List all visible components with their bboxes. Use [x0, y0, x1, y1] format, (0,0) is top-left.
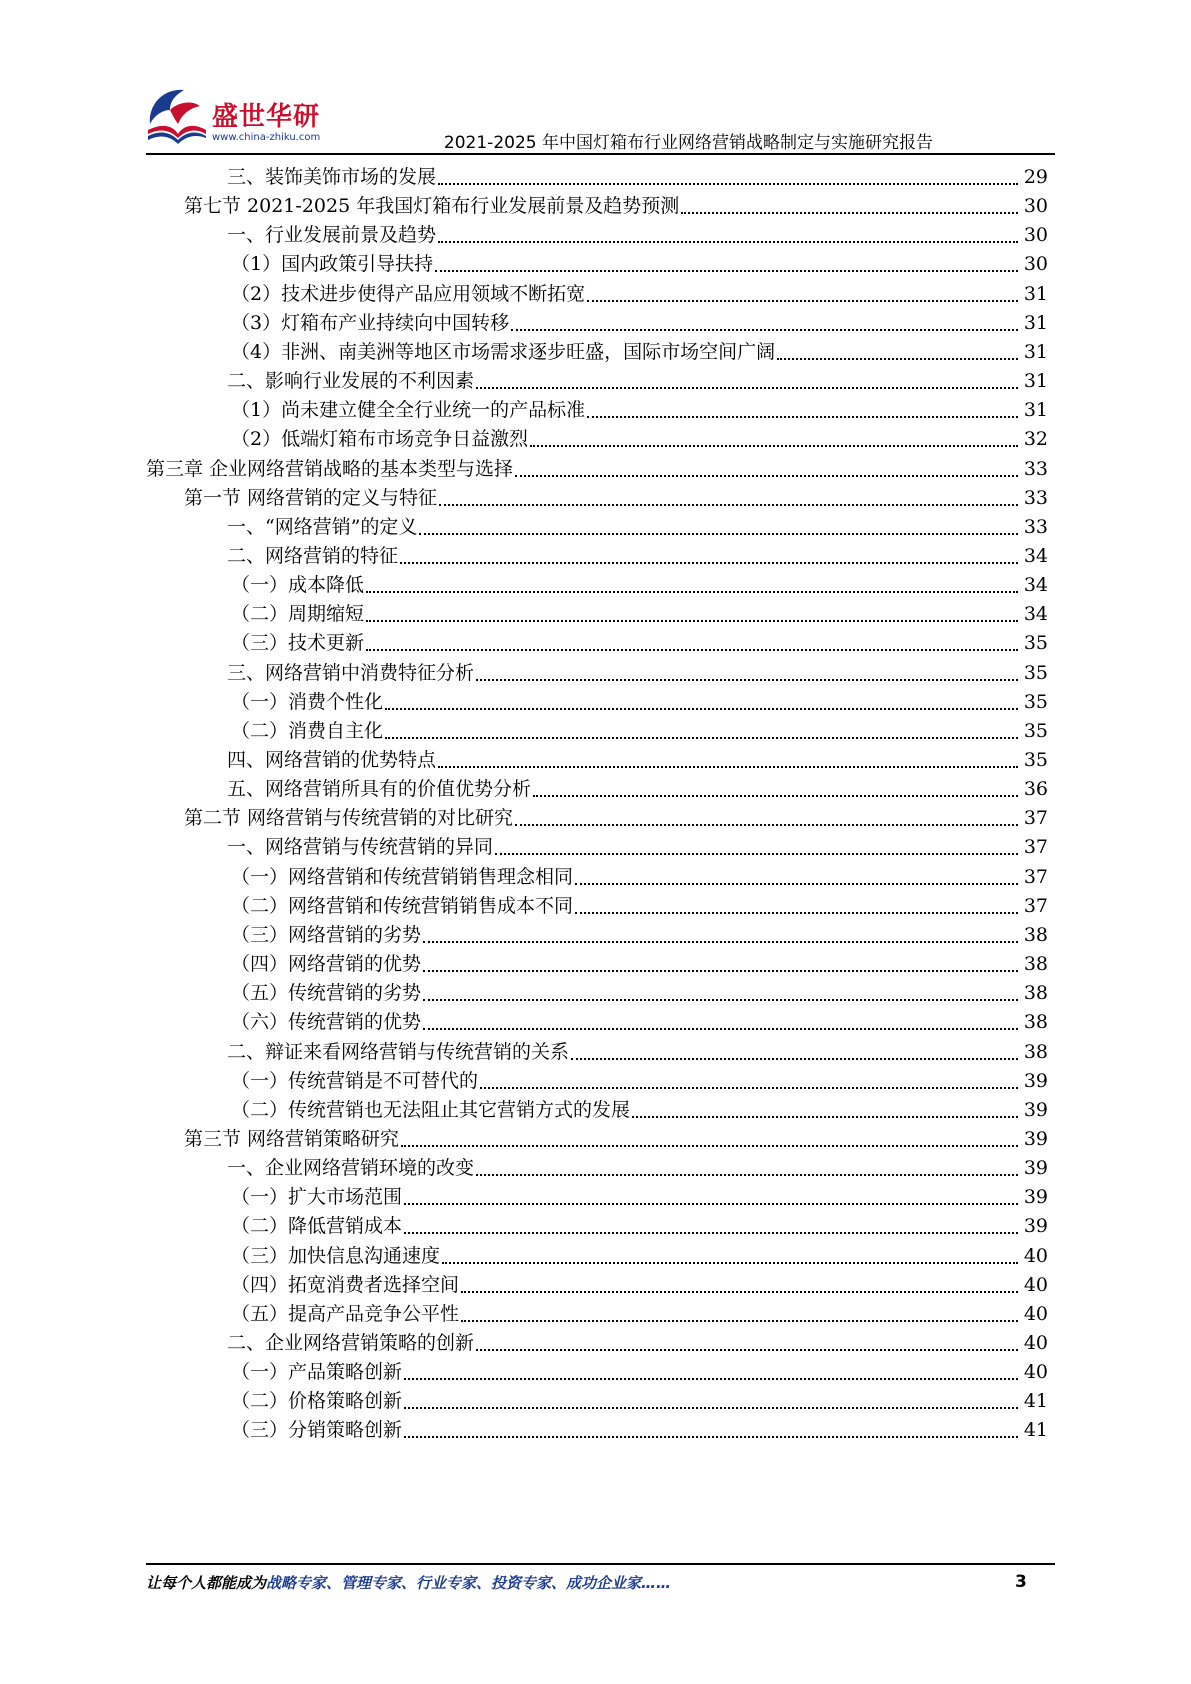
toc-entry-label: （三）加快信息沟通速度: [231, 1244, 441, 1267]
toc-leader-dots: [404, 1407, 1018, 1409]
toc-entry[interactable]: [231, 1270, 1048, 1301]
toc-entry[interactable]: [231, 1386, 1048, 1417]
toc-entry[interactable]: [231, 570, 1048, 601]
brand-name: 盛世华研: [212, 102, 321, 132]
toc-leader-dots: [476, 1174, 1018, 1176]
toc-entry[interactable]: [184, 803, 1048, 834]
toc-leader-dots: [423, 1028, 1018, 1030]
toc-entry-label: 一、网络营销与传统营销的异同: [227, 836, 494, 859]
toc-entry-label: 三、装饰美饰市场的发展: [227, 166, 437, 188]
toc-leader-dots: [400, 562, 1018, 564]
toc-entry-label: （2）低端灯箱布市场竞争日益激烈: [231, 428, 529, 451]
toc-entry-label: （五）提高产品竞争公平性: [231, 1302, 460, 1325]
toc-entry[interactable]: [231, 1007, 1048, 1038]
toc-entry-label: （三）网络营销的劣势: [231, 923, 422, 946]
toc-entry[interactable]: [231, 1299, 1048, 1330]
toc-leader-dots: [495, 853, 1018, 855]
toc-leader-dots: [511, 329, 1018, 331]
toc-entry-page: 38: [1023, 1011, 1048, 1034]
toc-entry-page: 35: [1023, 661, 1048, 684]
toc-leader-dots: [442, 1262, 1018, 1264]
toc-leader-dots: [681, 212, 1018, 214]
toc-entry-page: 30: [1023, 224, 1048, 247]
toc-entry-label: （二）降低营销成本: [231, 1215, 403, 1238]
toc-entry-label: 四、网络营销的优势特点: [227, 749, 437, 771]
toc-leader-dots: [366, 620, 1018, 622]
toc-entry-page: 36: [1023, 778, 1048, 801]
toc-leader-dots: [530, 445, 1018, 447]
toc-leader-dots: [401, 1145, 1018, 1147]
toc-entry-label: 第三章 企业网络营销战略的基本类型与选择: [146, 457, 514, 480]
toc-entry-page: 39: [1023, 1098, 1048, 1121]
toc-leader-dots: [419, 533, 1018, 535]
toc-entry[interactable]: [231, 716, 1048, 747]
toc-leader-dots: [439, 504, 1018, 506]
toc-entry-page: 39: [1023, 1157, 1048, 1180]
toc-leader-dots: [423, 970, 1018, 972]
footer-slogan-roles: 战略专家、管理专家、行业专家、投资专家、成功企业家……: [266, 1574, 672, 1592]
toc-entry-page: 37: [1023, 894, 1048, 917]
toc-entry[interactable]: [231, 1241, 1048, 1272]
toc-entry-page: 31: [1023, 282, 1048, 305]
toc-leader-dots: [385, 737, 1018, 739]
toc-entry-page: 38: [1023, 953, 1048, 976]
toc-entry-page: 33: [1023, 457, 1048, 480]
toc-entry-label: 第三节 网络营销策略研究: [184, 1127, 400, 1150]
toc-entry-page: 33: [1023, 515, 1048, 538]
toc-entry[interactable]: [231, 249, 1048, 280]
toc-entry-page: 34: [1023, 603, 1048, 626]
toc-entry-label: （二）消费自主化: [231, 719, 384, 742]
toc-leader-dots: [423, 941, 1018, 943]
toc-entry[interactable]: [231, 395, 1048, 426]
toc-entry-label: （二）周期缩短: [231, 603, 365, 626]
toc-entry-label: （一）产品策略创新: [231, 1361, 403, 1384]
toc-leader-dots: [575, 883, 1018, 885]
toc-entry[interactable]: [146, 454, 1048, 485]
toc-entry-label: 一、行业发展前景及趋势: [227, 224, 437, 247]
toc-entry-page: 35: [1023, 719, 1048, 742]
toc-entry-label: （3）灯箱布产业持续向中国转移: [231, 311, 510, 334]
toc-leader-dots: [476, 1349, 1018, 1351]
toc-entry-page: 31: [1023, 370, 1048, 393]
toc-leader-dots: [575, 912, 1018, 914]
toc-entry-page: 39: [1023, 1069, 1048, 1092]
page-header: [130, 80, 1061, 155]
toc-entry-page: 34: [1023, 574, 1048, 597]
toc-entry[interactable]: [184, 1124, 1048, 1155]
toc-entry[interactable]: [227, 1328, 1048, 1359]
toc-entry-page: 32: [1023, 428, 1048, 451]
brand-url: www.china-zhiku.com: [212, 132, 321, 143]
toc-entry-label: 一、企业网络营销环境的改变: [227, 1157, 475, 1180]
toc-entry-page: 38: [1023, 1040, 1048, 1063]
toc-entry-label: （2）技术进步使得产品应用领域不断拓宽: [231, 282, 586, 305]
toc-entry[interactable]: [231, 599, 1048, 630]
toc-entry[interactable]: [227, 745, 1048, 776]
toc-entry-label: （二）价格策略创新: [231, 1390, 403, 1413]
toc-entry[interactable]: [231, 978, 1048, 1009]
toc-entry-page: 31: [1023, 340, 1048, 363]
toc-entry-label: （1）尚未建立健全全行业统一的产品标准: [231, 399, 586, 422]
toc-entry-label: 第七节 2021-2025 年我国灯箱布行业发展前景及趋势预测: [184, 195, 680, 218]
report-title: 2021-2025 年中国灯箱布行业网络营销战略制定与实施研究报告: [443, 133, 933, 153]
toc-leader-dots: [404, 1232, 1018, 1234]
toc-entry[interactable]: [184, 191, 1048, 222]
toc-entry-label: 一、“网络营销”的定义: [227, 515, 418, 538]
toc-entry[interactable]: [227, 162, 1048, 193]
toc-entry[interactable]: [231, 687, 1048, 718]
toc-leader-dots: [515, 475, 1018, 477]
brand-logo-icon: [140, 80, 210, 150]
toc-entry[interactable]: [227, 220, 1048, 251]
toc-entry[interactable]: [231, 1357, 1048, 1388]
toc-entry[interactable]: [231, 949, 1048, 980]
page-number: 3: [1015, 1572, 1027, 1592]
toc-entry-label: （4）非洲、南美洲等地区市场需求逐步旺盛，国际市场空间广阔: [231, 340, 776, 363]
toc-entry-page: 39: [1023, 1186, 1048, 1209]
toc-entry[interactable]: [227, 512, 1048, 543]
toc-entry[interactable]: [231, 337, 1048, 368]
toc-entry-label: （二）传统营销也无法阻止其它营销方式的发展: [231, 1098, 631, 1121]
toc-entry-page: 39: [1023, 1215, 1048, 1238]
toc-entry-page: 40: [1023, 1244, 1048, 1267]
toc-entry[interactable]: [231, 920, 1048, 951]
toc-leader-dots: [366, 591, 1018, 593]
toc-leader-dots: [423, 999, 1018, 1001]
toc-entry-label: （六）传统营销的优势: [231, 1011, 422, 1034]
toc-entry-label: 五、网络营销所具有的价值优势分析: [227, 778, 532, 801]
toc-entry-page: 35: [1023, 632, 1048, 655]
toc-entry-page: 31: [1023, 311, 1048, 334]
toc-entry-label: 二、网络营销的特征: [227, 544, 399, 567]
footer-divider: [146, 1563, 1055, 1565]
toc-leader-dots: [571, 1058, 1018, 1060]
toc-entry[interactable]: [231, 1095, 1048, 1126]
toc-entry-label: （一）传统营销是不可替代的: [231, 1069, 479, 1092]
toc-entry-label: （1）国内政策引导扶持: [231, 253, 434, 276]
toc-entry[interactable]: [231, 1415, 1048, 1446]
toc-entry[interactable]: [227, 658, 1048, 689]
toc-leader-dots: [777, 358, 1018, 360]
toc-entry[interactable]: [231, 1066, 1048, 1097]
toc-entry[interactable]: [227, 832, 1048, 863]
toc-entry[interactable]: [231, 628, 1048, 659]
toc-entry-label: （三）技术更新: [231, 632, 365, 655]
toc-leader-dots: [587, 416, 1018, 418]
toc-entry-page: 30: [1023, 195, 1048, 218]
toc-entry-page: 39: [1023, 1127, 1048, 1150]
toc-leader-dots: [385, 708, 1018, 710]
toc-leader-dots: [476, 679, 1018, 681]
toc-leader-dots: [404, 1436, 1018, 1438]
toc-entry-label: 第一节 网络营销的定义与特征: [184, 486, 438, 509]
toc-leader-dots: [435, 270, 1018, 272]
brand-logo: [140, 80, 330, 150]
toc-entry[interactable]: [227, 1153, 1048, 1184]
toc-entry-label: 二、辩证来看网络营销与传统营销的关系: [227, 1040, 570, 1063]
toc-leader-dots: [438, 183, 1018, 185]
toc-leader-dots: [404, 1378, 1018, 1380]
toc-entry-page: 38: [1023, 982, 1048, 1005]
toc-entry-page: 33: [1023, 486, 1048, 509]
toc-entry-page: 37: [1023, 865, 1048, 888]
toc-leader-dots: [480, 1087, 1018, 1089]
toc-entry-page: 38: [1023, 923, 1048, 946]
toc-entry-page: 40: [1023, 1332, 1048, 1354]
toc-entry-page: 40: [1023, 1361, 1048, 1384]
toc-entry-label: （一）网络营销和传统营销销售理念相同: [231, 865, 574, 888]
toc-entry-page: 41: [1023, 1419, 1048, 1442]
toc-entry-page: 37: [1023, 807, 1048, 830]
toc-entry-label: （三）分销策略创新: [231, 1419, 403, 1442]
toc-entry-page: 37: [1023, 836, 1048, 859]
toc-entry-label: （一）成本降低: [231, 574, 365, 597]
toc-entry-label: （二）网络营销和传统营销销售成本不同: [231, 894, 574, 917]
toc-entry[interactable]: [231, 279, 1048, 310]
toc-entry[interactable]: [231, 1211, 1048, 1242]
toc-entry-label: （一）消费个性化: [231, 690, 384, 713]
toc-entry[interactable]: [231, 424, 1048, 455]
footer-slogan: [146, 1572, 671, 1593]
toc-entry-page: 31: [1023, 399, 1048, 422]
toc-entry[interactable]: [231, 308, 1048, 339]
toc-entry[interactable]: [184, 483, 1048, 514]
toc-entry-label: 第二节 网络营销与传统营销的对比研究: [184, 807, 514, 830]
toc-entry-label: （四）网络营销的优势: [231, 953, 422, 976]
toc-entry-page: 35: [1023, 749, 1048, 771]
toc-entry-page: 41: [1023, 1390, 1048, 1413]
toc-entry[interactable]: [231, 862, 1048, 893]
toc-entry[interactable]: [227, 1037, 1048, 1068]
toc-leader-dots: [461, 1320, 1018, 1322]
toc-leader-dots: [515, 824, 1018, 826]
toc-entry-page: 40: [1023, 1273, 1048, 1296]
toc-entry-page: 34: [1023, 544, 1048, 567]
toc-entry-page: 30: [1023, 253, 1048, 276]
toc-entry-label: （四）拓宽消费者选择空间: [231, 1273, 460, 1296]
toc-entry[interactable]: [231, 891, 1048, 922]
toc-entry-label: 二、企业网络营销策略的创新: [227, 1332, 475, 1354]
toc-entry-label: （一）扩大市场范围: [231, 1186, 403, 1209]
toc-entry-label: 二、影响行业发展的不利因素: [227, 370, 475, 393]
toc-entry[interactable]: [231, 1182, 1048, 1213]
toc-entry[interactable]: [227, 774, 1048, 805]
toc-entry-page: 35: [1023, 690, 1048, 713]
toc-leader-dots: [533, 795, 1018, 797]
toc-leader-dots: [366, 649, 1018, 651]
footer-slogan-lead: 让每个人都能成为: [146, 1574, 267, 1592]
toc-entry[interactable]: [227, 541, 1048, 572]
toc-leader-dots: [476, 387, 1018, 389]
toc-entry-page: 29: [1023, 166, 1048, 188]
toc-entry-page: 40: [1023, 1302, 1048, 1325]
toc-entry-label: 三、网络营销中消费特征分析: [227, 661, 475, 684]
toc-leader-dots: [404, 1203, 1018, 1205]
toc-leader-dots: [438, 241, 1018, 243]
toc-leader-dots: [461, 1291, 1018, 1293]
toc-leader-dots: [632, 1116, 1018, 1118]
toc-entry-label: （五）传统营销的劣势: [231, 982, 422, 1005]
toc-leader-dots: [438, 766, 1018, 768]
toc-entry[interactable]: [227, 366, 1048, 397]
toc-leader-dots: [587, 300, 1018, 302]
header-divider: [146, 153, 1055, 155]
